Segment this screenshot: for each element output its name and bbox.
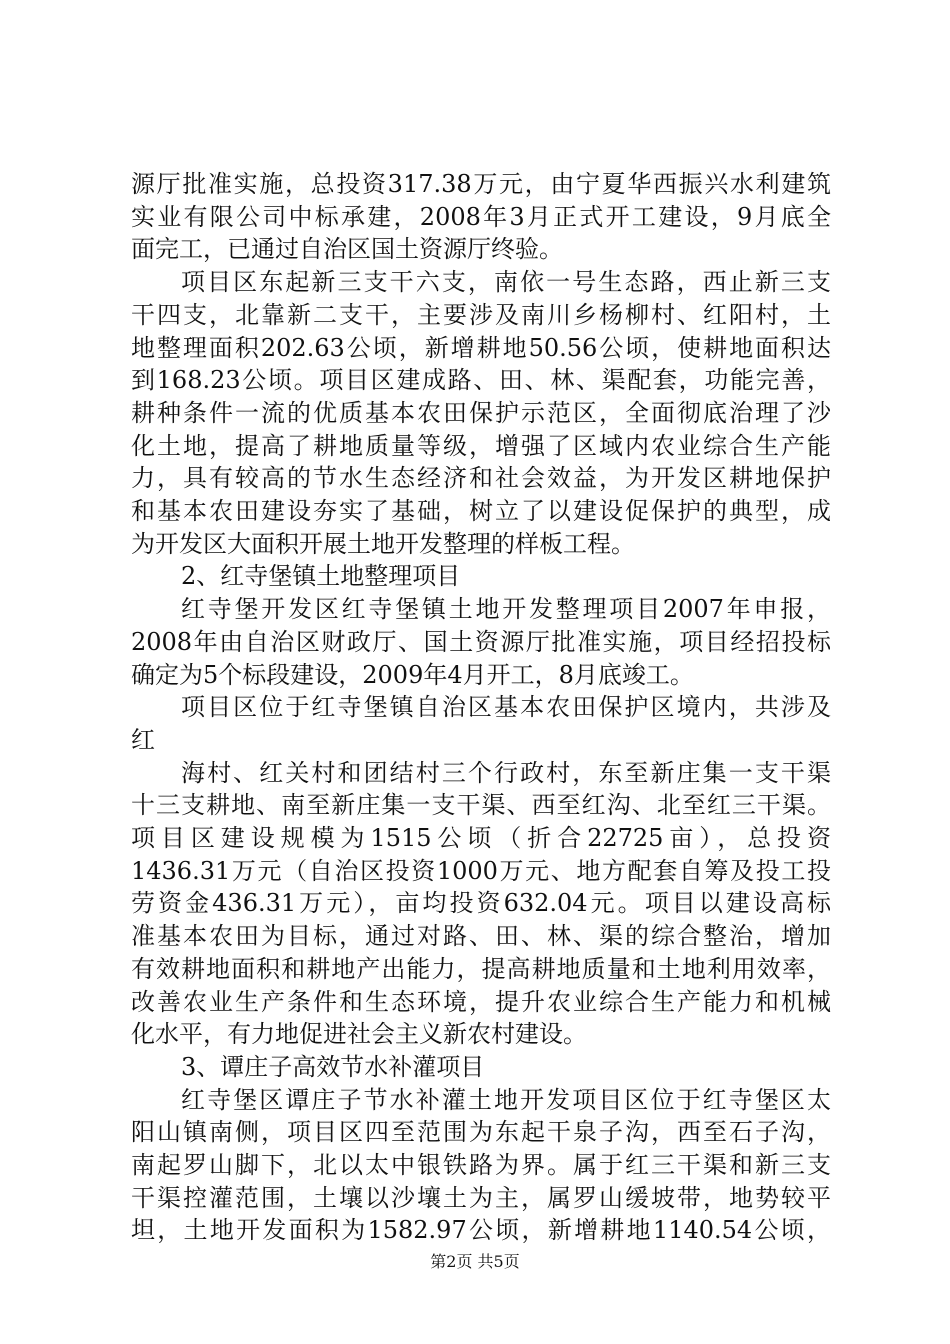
text-line: 2008年由自治区财政厅、国土资源厅批准实施，项目经招投标: [131, 628, 831, 656]
text-line: 面完工，已通过自治区国土资源厅终验。: [131, 235, 563, 263]
text-line: 红: [131, 726, 155, 754]
text-line: 耕种条件一流的优质基本农田保护示范区，全面彻底治理了沙: [131, 399, 831, 427]
text-line: 项目区位于红寺堡镇自治区基本农田保护区境内，共涉及: [181, 693, 831, 721]
section-heading: 2、红寺堡镇土地整理项目: [181, 562, 461, 590]
text-line: 有效耕地面积和耕地产出能力，提高耕地质量和土地利用效率，: [131, 955, 831, 983]
text-line: 源厅批准实施，总投资317.38万元，由宁夏华西振兴水利建筑: [131, 170, 831, 198]
page-number-footer: 第2页 共5页: [430, 1252, 520, 1271]
text-line: 海村、红关村和团结村三个行政村，东至新庄集一支干渠: [181, 759, 831, 787]
text-line: 力，具有较高的节水生态经济和社会效益，为开发区耕地保护: [131, 464, 831, 492]
text-line: 化土地，提高了耕地质量等级，增强了区域内农业综合生产能: [131, 432, 831, 460]
text-line: 红寺堡开发区红寺堡镇土地开发整理项目2007年申报，: [181, 595, 831, 623]
text-line: 准基本农田为目标，通过对路、田、林、渠的综合整治，增加: [131, 922, 831, 950]
text-line: 实业有限公司中标承建，2008年3月正式开工建设，9月底全: [131, 203, 831, 231]
text-line: 确定为5个标段建设，2009年4月开工，8月底竣工。: [131, 661, 694, 689]
text-line: 改善农业生产条件和生态环境，提升农业综合生产能力和机械: [131, 988, 831, 1016]
text-line: 化水平，有力地促进社会主义新农村建设。: [131, 1020, 587, 1048]
text-line: 十三支耕地、南至新庄集一支干渠、西至红沟、北至红三干渠。: [131, 791, 831, 819]
text-line: 坦，土地开发面积为1582.97公顷，新增耕地1140.54公顷，: [131, 1216, 831, 1244]
section-heading: 3、谭庄子高效节水补灌项目: [181, 1053, 485, 1081]
text-line: 阳山镇南侧，项目区四至范围为东起干泉子沟，西至石子沟，: [131, 1118, 831, 1146]
text-line: 到168.23公顷。项目区建成路、田、林、渠配套，功能完善，: [131, 366, 831, 394]
text-line: 和基本农田建设夯实了基础，树立了以建设促保护的典型，成: [131, 497, 831, 525]
text-line: 项目区东起新三支干六支，南依一号生态路，西止新三支: [181, 268, 831, 296]
text-line: 项目区建设规模为1515公顷（折合22725亩），总投资: [131, 824, 831, 852]
text-line: 地整理面积202.63公顷，新增耕地50.56公顷，使耕地面积达: [131, 334, 831, 362]
text-line: 干四支，北靠新二支干，主要涉及南川乡杨柳村、红阳村，土: [131, 301, 831, 329]
text-line: 红寺堡区谭庄子节水补灌土地开发项目区位于红寺堡区太: [181, 1086, 831, 1114]
text-line: 1436.31万元（自治区投资1000万元、地方配套自筹及投工投: [131, 857, 831, 885]
text-line: 劳资金436.31万元），亩均投资632.04元。项目以建设高标: [131, 889, 831, 917]
text-line: 干渠控灌范围，土壤以沙壤土为主，属罗山缓坡带，地势较平: [131, 1184, 831, 1212]
text-line: 南起罗山脚下，北以太中银铁路为界。属于红三干渠和新三支: [131, 1151, 831, 1179]
text-line: 为开发区大面积开展土地开发整理的样板工程。: [131, 530, 635, 558]
